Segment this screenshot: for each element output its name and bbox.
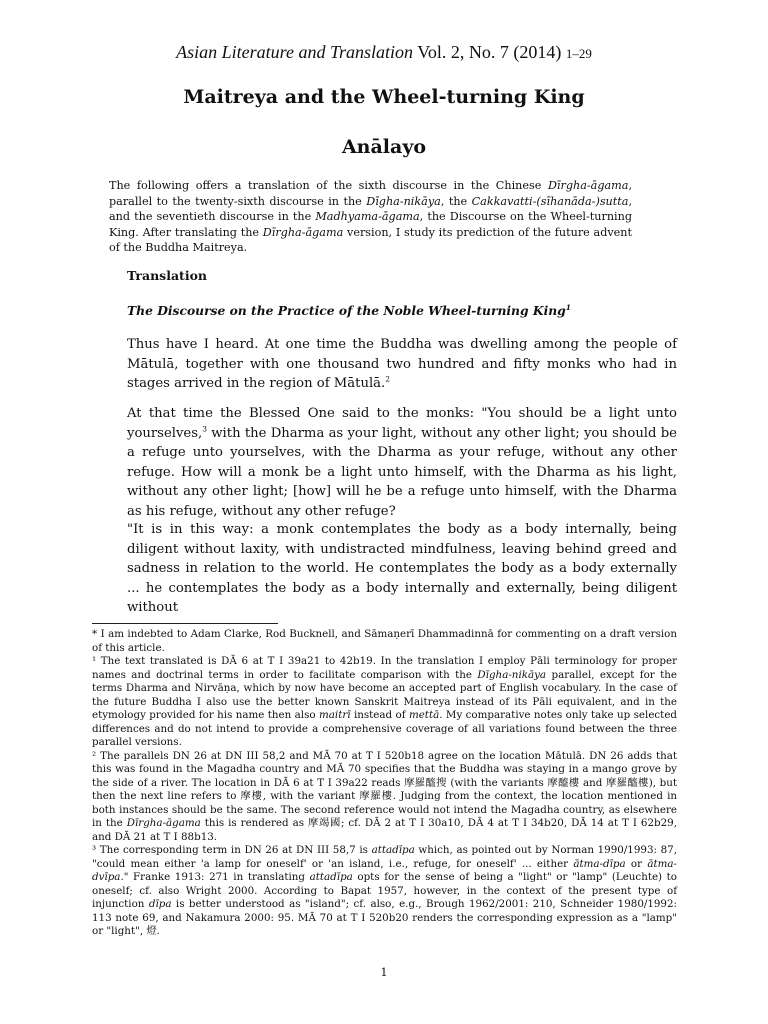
- body-paragraph: "It is in this way: a monk contemplates the body as a body internally, being diligent without laxity, with undistracted mindfulness, leaving behind greed and sadness in relation to the world. He contemplates the body as a body externally ... he contemplates the body as a body internally and externally, being diligent without: [127, 522, 677, 615]
- volume-issue: Vol. 2, No. 7 (2014): [417, 42, 562, 62]
- discourse-heading: The Discourse on the Practice of the Noble Wheel-turning King$^1$: [127, 302, 571, 318]
- page-number: 1: [380, 966, 388, 979]
- footnote-divider: [92, 623, 278, 624]
- footnote-ref[interactable]: 3: [202, 424, 207, 434]
- article-title: Maitreya and the Wheel-turning King: [183, 86, 585, 108]
- footnote-ref[interactable]: 2: [385, 374, 391, 384]
- body-paragraph: At that time the Blessed One said to the monks: "You should be a light unto yourselves,$^3$ with the Dharma as your light, without any other light; you should be a refuge unto yourselves, with the Dharma as your refuge, without any other refuge. How will a monk be a light unto himself, with the Dharma as his light, without any other light; [how] will he be a refuge unto himself, with the Dharma as his refuge, without any other refuge?: [127, 406, 677, 519]
- footnote-3: ³ The corresponding term in DN 26 at DN III 58,7 is attadīpa which, as pointed out by Norman 1990/1993: 87, "could mean either 'a lamp for oneself' or 'an island, i.e., refuge, for oneself' ... either ātma-dīpa or ātma-dvīpa." Franke 1913: 271 in translating attadīpa opts for the sense of being a "light" or "lamp" (Leuchte) to oneself; cf. also Wright 2000. According to Bapat 1957, however, in the context of the present type of injunction dīpa is better understood as "island"; cf. also, e.g., Brough 1962/2001: 210, Schneider 1980/1992: 113 note 69, and Nakamura 2000: 95. MĀ 70 at T I 520b20 renders the corresponding expression as a "lamp" or "light", 燈.: [92, 844, 678, 937]
- footnote-2: ² The parallels DN 26 at DN III 58,2 and MĀ 70 at T I 520b18 agree on the location Mātulā. DN 26 adds that this was found in the Magadha country and MĀ 70 specifies that the Buddha was staying in a mango grove by the side of a river. The location in DĀ 6 at T I 39a22 reads 摩羅醯搜 (with the variants 摩醯樓 and 摩羅醯樓), but then the next line refers to 摩樓, with the variant 摩羅樓. Judging from the context, the location mentioned in both instances should be the same. The second reference would not intend the Magadha country, as elsewhere in the Dīrgha-āgama this is rendered as 摩竭國; cf. DĀ 2 at T I 30a10, DĀ 4 at T I 34b20, DĀ 14 at T I 62b29, and DĀ 21 at T I 88b13.: [92, 749, 677, 843]
- footnotes: [92, 628, 677, 939]
- abstract: The following offers a translation of the sixth discourse in the Chinese Dīrgha-āgama, parallel to the twenty-sixth discourse in the Dīgha-nikāya, the Cakkavatti-(sīhanāda-)sutta, and the seventieth discourse in the Madhyama-āgama, the Discourse on the Wheel-turning King. After translating the Dīrgha-āgama version, I study its prediction of the future advent of the Buddha Maitreya.: [109, 179, 632, 255]
- footnote-1: ¹ The text translated is DĀ 6 at T I 39a21 to 42b19. In the translation I employ Pāli terminology for proper names and doctrinal terms in order to facilitate comparison with the Dīgha-nikāya parallel, except for the terms Dharma and Nirvāṇa, which by now have become an accepted part of English vocabulary. In the case of the future Buddha I also use the better known Sanskrit Maitreya instead of its Pāli equivalent, and in the etymology provided for his name then also maitrī instead of mettā. My comparative notes only take up selected differences and do not intend to provide a comprehensive coverage of all variations found between the three parallel versions.: [92, 655, 677, 748]
- page-range: 1–29: [565, 46, 592, 61]
- journal-name: Asian Literature and Translation: [176, 42, 413, 62]
- author-name: Anālayo: [341, 136, 427, 158]
- footnote-acknowledgement: * I am indebted to Adam Clarke, Rod Bucknell, and Sāmaṇerī Dhammadinnā for commenting on a draft version of this article.: [92, 628, 677, 654]
- body-paragraph: Thus have I heard. At one time the Buddha was dwelling among the people of Mātulā, together with one thousand two hundred and fifty monks who had in stages arrived in the region of Mātulā.$^2$: [127, 337, 677, 391]
- footnote-ref[interactable]: 1: [565, 302, 571, 312]
- journal-header: [0, 42, 768, 63]
- section-heading: Translation: [127, 268, 207, 283]
